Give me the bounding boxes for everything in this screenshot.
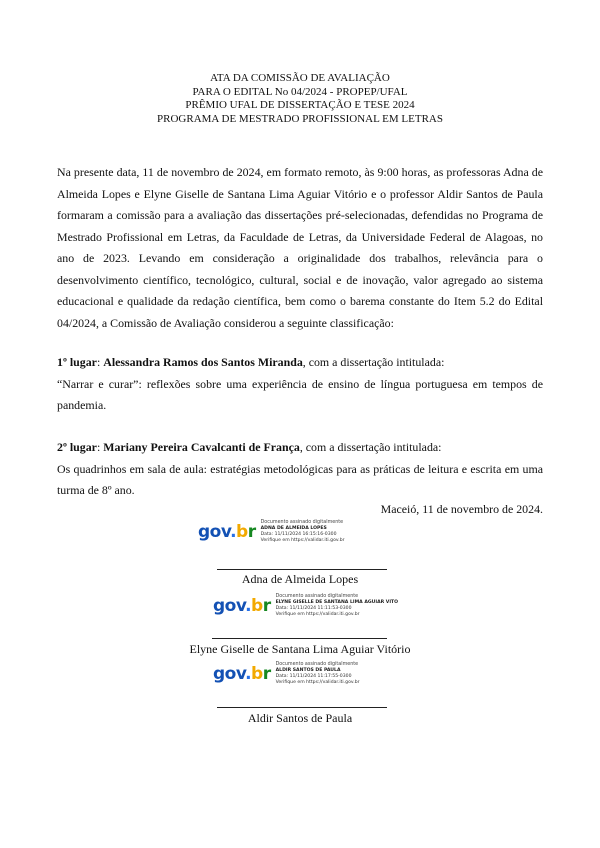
stamp-details — [276, 594, 399, 618]
stamp-signer-name: ADNA DE ALMEIDA LOPES — [260, 526, 327, 531]
signature-line-3 — [217, 707, 387, 708]
stamp-date: Data: 11/11/2024 11:17:55-0300 — [275, 674, 352, 679]
stamp-signer-name: ALDIR SANTOS DE PAULA — [275, 668, 341, 673]
header-title-line-3: PRÊMIO UFAL DE DISSERTAÇÃO E TESE 2024 — [185, 99, 415, 111]
first-place-label: 1º lugar — [57, 355, 97, 369]
digital-signature-stamp-3 — [213, 662, 360, 686]
stamp-verify-link[interactable]: Verifique em https://validar.iti.gov.br — [275, 680, 360, 685]
signer-name-1: Adna de Almeida Lopes — [241, 572, 359, 586]
second-place-label: 2º lugar — [57, 440, 97, 454]
intro-paragraph-block — [57, 162, 543, 334]
digital-signature-stamp-1 — [198, 520, 345, 544]
stamp-verify-link[interactable]: Verifique em https://validar.iti.gov.br — [275, 612, 360, 617]
intro-paragraph: Na presente data, 11 de novembro de 2024, em formato remoto, às 9:00 horas, as professoras Adna de Almeida Lopes e Elyne Giselle de Santana Lima Aguiar Vitório e o professor Aldir Santos de Paula formaram a comissão para a avaliação das dissertações pré-selecionadas, defendidas no Programa de Mestrado Profissional em Letras, da Faculdade de Letras, da Universidade Federal de Alagoas, no ano de 2023. Levando em consideração a originalidade dos trabalhos, relevância para o desenvolvimento científico, tecnológico, cultural, social e de inovação, valor agregado ao sistema educacional e qualidade da redação científica, bem como o barema constante do Item 5.2 do Edital 04/2024, a Comissão de Avaliação considerou a seguinte classificação: — [57, 165, 543, 330]
place-and-date: Maceió, 11 de novembro de 2024. — [380, 502, 543, 516]
stamp-heading: Documento assinado digitalmente — [275, 662, 359, 667]
first-place-block — [57, 352, 543, 417]
second-place-line — [57, 437, 543, 459]
govbr-logo-icon: gov.br — [213, 596, 271, 616]
first-place-suffix: , com a dissertação intitulada: — [302, 355, 445, 369]
stamp-signer-name: ELYNE GISELLE DE SANTANA LIMA AGUIAR VITO — [275, 600, 399, 605]
first-place-colon: : — [96, 355, 101, 369]
signature-line-2 — [212, 638, 387, 639]
first-place-winner: Alessandra Ramos dos Santos Miranda — [103, 355, 303, 369]
stamp-details — [261, 520, 345, 544]
second-place-suffix: , com a dissertação intitulada: — [299, 440, 442, 454]
stamp-heading: Documento assinado digitalmente — [275, 594, 359, 599]
stamp-details — [276, 662, 360, 686]
document-header — [0, 72, 600, 126]
stamp-verify-link[interactable]: Verifique em https://validar.iti.gov.br — [260, 538, 345, 543]
first-place-line — [57, 352, 543, 374]
header-title-line-4: PROGRAMA DE MESTRADO PROFISSIONAL EM LETRAS — [157, 112, 443, 125]
govbr-logo-icon: gov.br — [198, 522, 256, 542]
second-place-winner: Mariany Pereira Cavalcanti de França — [103, 440, 300, 454]
stamp-date: Data: 11/11/2024 16:15:16-0300 — [260, 532, 337, 537]
first-place-dissertation-title: “Narrar e curar”: reflexões sobre uma experiência de ensino de língua portuguesa em tempos de pandemia. — [57, 376, 543, 412]
header-title-line-2: PARA O EDITAL No 04/2024 - PROPEP/UFAL — [192, 85, 408, 98]
second-place-colon: : — [96, 440, 101, 454]
signer-name-3: Aldir Santos de Paula — [247, 711, 353, 725]
stamp-heading: Documento assinado digitalmente — [260, 520, 344, 525]
govbr-logo-icon: gov.br — [213, 664, 271, 684]
header-title-line-1: ATA DA COMISSÃO DE AVALIAÇÃO — [210, 72, 390, 84]
second-place-block — [57, 437, 543, 502]
signature-line-1 — [217, 569, 387, 570]
digital-signature-stamp-2 — [213, 594, 398, 618]
signer-name-2: Elyne Giselle de Santana Lima Aguiar Vitório — [189, 642, 411, 656]
second-place-dissertation-title: Os quadrinhos em sala de aula: estratégias metodológicas para as práticas de leitura e escrita em uma turma de 8º ano. — [57, 461, 543, 497]
stamp-date: Data: 11/11/2024 11:11:53-0300 — [275, 606, 352, 611]
